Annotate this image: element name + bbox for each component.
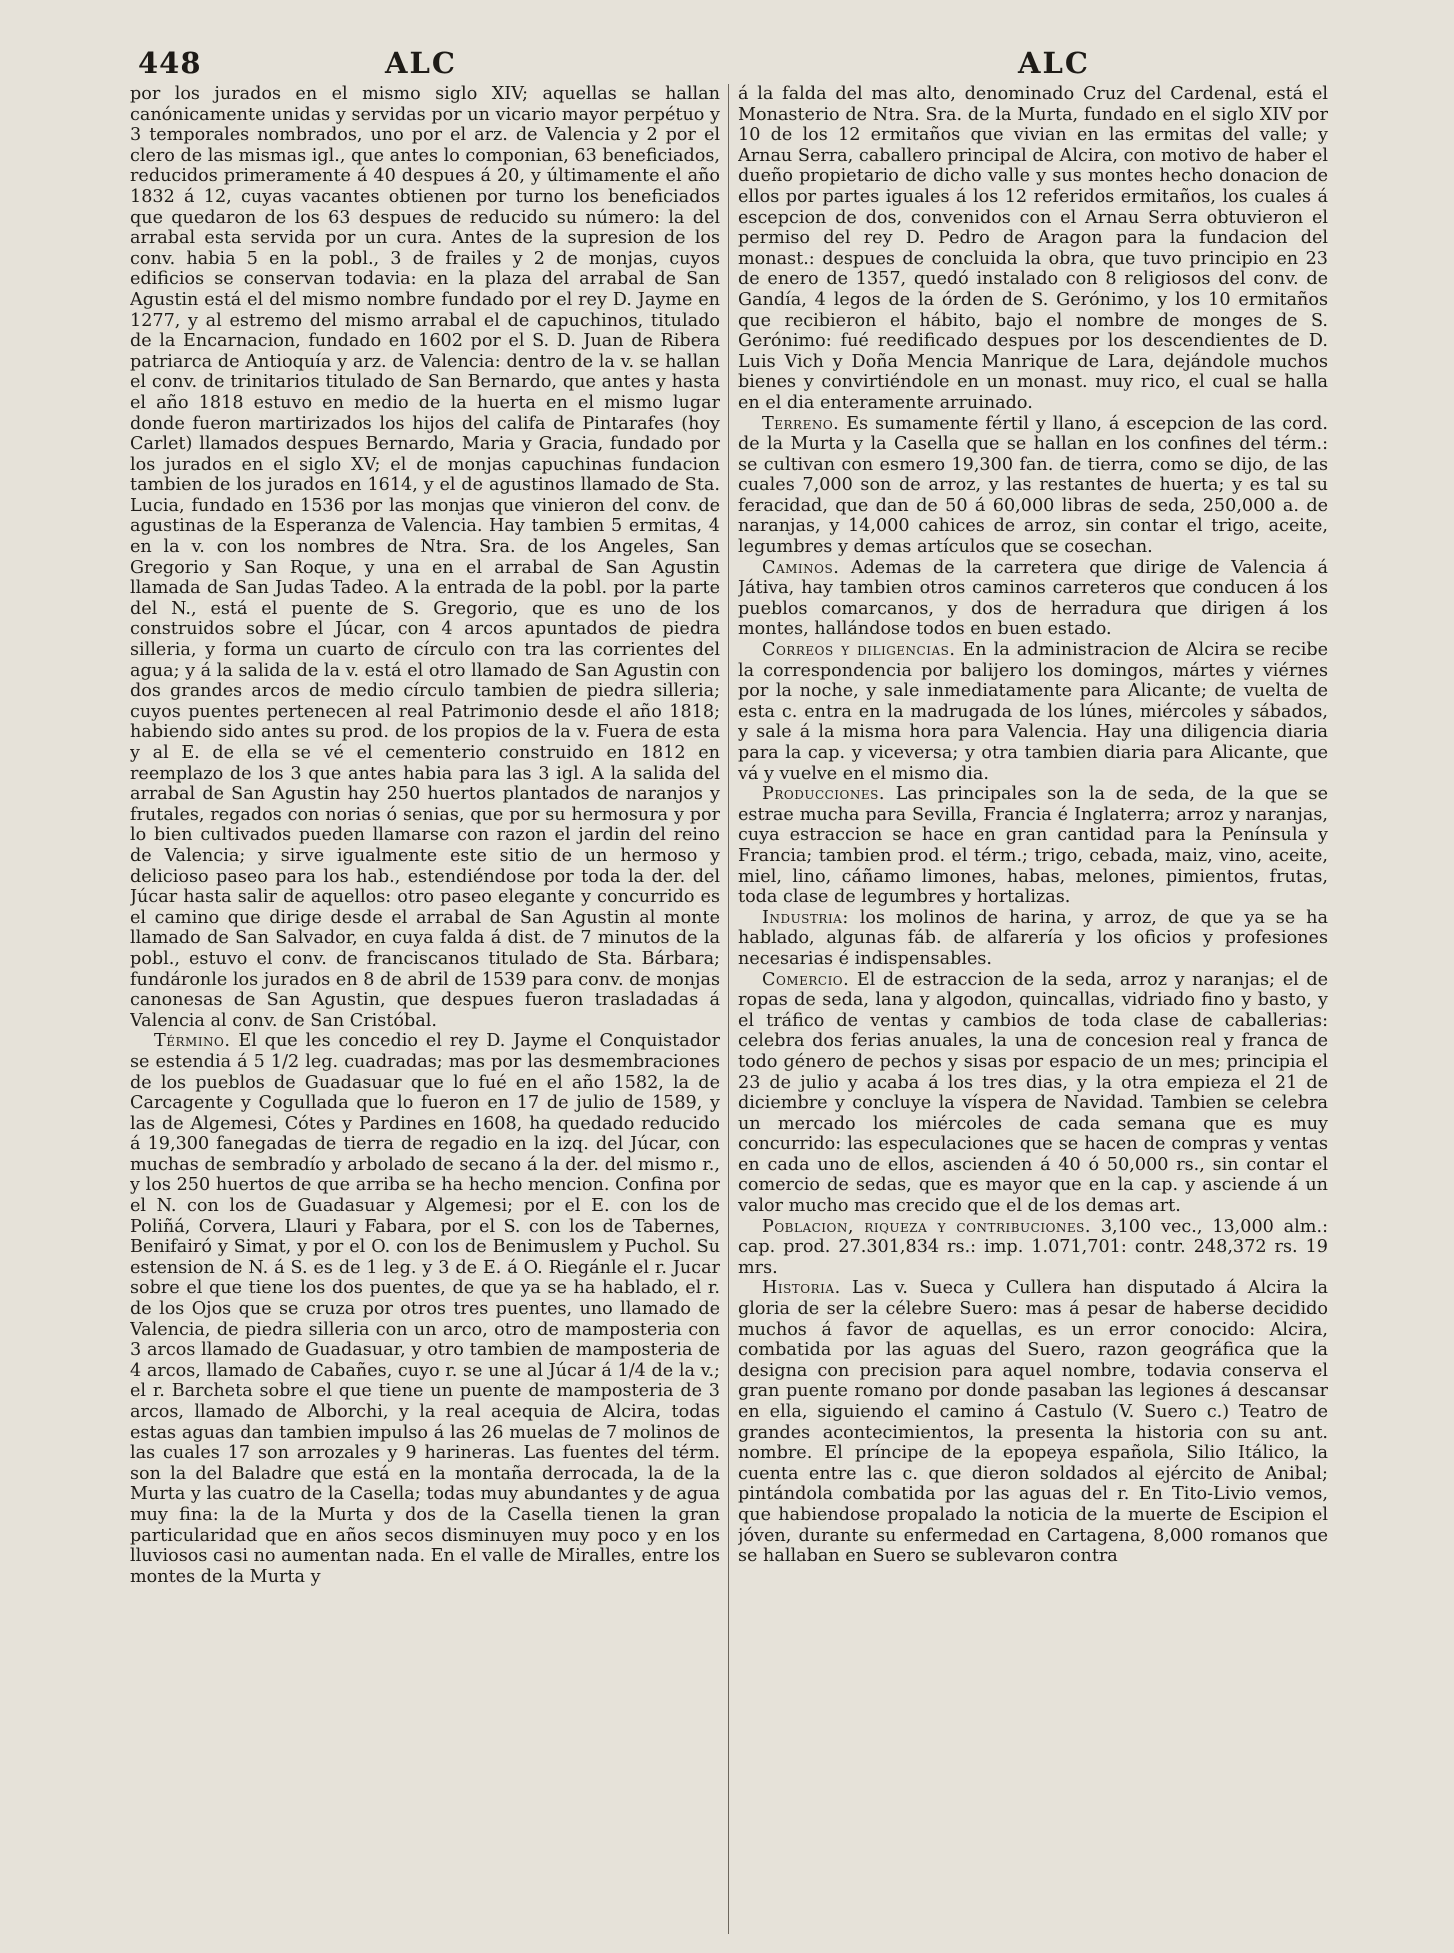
running-head-right: ALC bbox=[1018, 46, 1090, 80]
paragraph bbox=[738, 84, 1328, 414]
section-heading: Correos y diligencias. bbox=[762, 640, 956, 661]
section-heading: Comercio. bbox=[762, 969, 850, 990]
page-header bbox=[0, 40, 1454, 84]
page-number: 448 bbox=[138, 46, 202, 80]
paragraph-text: El de estraccion de la seda, arroz y naranjas; el de ropas de seda, lana y algodon, quincallas, vidriado fino y basto, y el tráfico de ventas y cambios de toda clase de caballerias: celebra dos ferias anuales, la una de concesion real y franca de todo género de pechos y sisas por espacio de un mes; principia el 23 de julio y acaba á los tres dias, y la otra empieza el 21 de diciembre y concluye la víspera de Navidad. Tambien se celebra un mercado los miércoles de cada semana que es muy concurrido: las especulaciones que se hacen de compras y ventas en cada uno de ellos, ascienden á 40 ó 50,000 rs., sin contar el comercio de sedas, que es mayor que en la cap. y asciende á un valor mucho mas crecido que el de los demas art. bbox=[738, 969, 1328, 1217]
paragraph bbox=[130, 1031, 720, 1587]
paragraph bbox=[738, 558, 1328, 640]
paragraph-text: Es sumamente fértil y llano, á escepcion de las cord. de la Murta y la Casella que se hallan en los confines del térm.: se cultivan con esmero 19,300 fan. de tierra, como se dijo, de las cuales 7,000 son de arroz, y las restantes de huerta; y es tal su feracidad, que dan de 50 á 60,000 libras de seda, 250,000 a. de naranjas, y 14,000 cahices de arroz, sin contar el trigo, aceite, legumbres y demas artículos que se cosechan. bbox=[738, 413, 1328, 558]
paragraph bbox=[738, 784, 1328, 908]
paragraph bbox=[738, 970, 1328, 1217]
section-heading: Industria: bbox=[762, 907, 849, 928]
paragraph-text: por los jurados en el mismo siglo XIV; aquellas se hallan canónicamente unidas y servidas por un vicario mayor perpétuo y 3 temporales nombrados, uno por el arz. de Valencia y 2 por el clero de las mismas igl., que antes lo componian, 63 beneficiados, reducidos primeramente á 40 despues á 20, y últimamente el año 1832 á 12, cuyas vacantes obtienen por turno los beneficiados que quedaron de los 63 despues de reducido su número: la del arrabal esta servida por un cura. Antes de la supresion de los conv. habia 5 en la pobl., 3 de frailes y 2 de monjas, cuyos edificios se conservan todavia: en la plaza del arrabal de San Agustin está el del mismo nombre fundado por el rey D. Jayme en 1277, y al estremo del mismo arrabal el de capuchinos, titulado de la Encarnacion, fundado en 1602 por el S. D. Juan de Ribera patriarca de Antioquía y arz. de Valencia: dentro de la v. se hallan el conv. de trinitarios titulado de San Bernardo, que antes y hasta el año 1818 estuvo en medio de la huerta en el mismo lugar donde fueron martirizados los hijos del califa de Pintarafes (hoy Carlet) llamados despues Bernardo, Maria y Gracia, fundado por los jurados en el siglo XV; el de monjas capuchinas fundacion tambien de los jurados en 1614, y el de agustinos llamado de Sta. Lucia, fundado en 1536 por las monjas que vinieron del conv. de agustinas de la Esperanza de Valencia. Hay tambien 5 ermitas, 4 en la v. con los nombres de Ntra. Sra. de los Angeles, San Gregorio y San Roque, y una en el arrabal de San Agustin llamada de San Judas Tadeo. A la entrada de la pobl. por la parte del N., está el puente de S. Gregorio, que es uno de los construidos sobre el Júcar, con 4 arcos apuntados de piedra silleria, y forma un cuarto de círculo con tra las corrientes del agua; y á la salida de la v. está el otro llamado de San Agustin con dos grandes arcos de medio círculo tambien de piedra silleria; cuyos puentes pertenecen al real Patrimonio desde el año 1818; habiendo sido antes su prod. de los propios de la v. Fuera de esta y al E. de ella se vé el cementerio construido en 1812 en reemplazo de los 3 que antes habia para las 3 igl. A la salida del arrabal de San Agustin hay 250 huertos plantados de naranjos y frutales, regados con norias ó senias, que por su hermosura y por lo bien cultivados pueden llamarse con razon el jardin del reino de Valencia; y sirve igualmente este sitio de un hermoso y delicioso paseo para los hab., estendiéndose por toda la der. del Júcar hasta salir de aquellos: otro paseo elegante y concurrido es el camino que dirige desde el arrabal de San Agustin al monte llamado de San Salvador, en cuya falda á dist. de 7 minutos de la pobl., estuvo el conv. de franciscanos titulado de Sta. Bárbara; fundáronle los jurados en 8 de abril de 1539 para conv. de monjas canonesas de San Agustin, que despues fueron trasladadas á Valencia al conv. de San Cristóbal. bbox=[130, 84, 720, 1031]
paragraph bbox=[130, 84, 720, 1031]
section-heading: Término. bbox=[154, 1031, 231, 1052]
running-head-left: ALC bbox=[385, 46, 457, 80]
paragraph bbox=[738, 1217, 1328, 1279]
paragraph bbox=[738, 908, 1328, 970]
paragraph-text: El que les concedio el rey D. Jayme el Conquistador se estendia á 5 1/2 leg. cuadradas; mas por las desmembraciones de los pueblos de Guadasuar que lo fué en el año 1582, la de Carcagente y Cogullada que lo fueron en 17 de julio de 1589, y las de Algemesi, Cótes y Pardines en 1608, ha quedado reducido á 19,300 fanegadas de tierra de regadio en la izq. del Júcar, con muchas de sembradío y arbolado de secano á la der. del mismo r., y los 250 huertos de que arriba se ha hecho mencion. Confina por el N. con los de Guadasuar y Algemesi; por el E. con los de Poliñá, Corvera, Llauri y Fabara, por el S. con los de Tabernes, Benifairó y Simat, y por el O. con los de Benimuslem y Puchol. Su estension de N. á S. es de 1 leg. y 3 de E. á O. Riegánle el r. Jucar sobre el que tiene los dos puentes, de que ya se ha hablado, el r. de los Ojos que se cruza por otros tres puentes, uno llamado de Valencia, de piedra silleria con un arco, otro de mamposteria con 3 arcos llamado de Guadasuar, y otro tambien de mamposteria de 4 arcos, llamado de Cabañes, cuyo r. se une al Júcar á 1/4 de la v.; el r. Barcheta sobre el que tiene un puente de mamposteria de 3 arcos, llamado de Alborchi, y la real acequia de Alcira, todas estas aguas dan tambien impulso á las 26 muelas de 7 molinos de las cuales 17 son arrozales y 9 harineras. Las fuentes del térm. son la del Baladre que está en la montaña derrocada, la de la Murta y las cuatro de la Casella; todas muy abundantes y de agua muy fina: la de la Murta y dos de la Casella tienen la gran particularidad que en años secos disminuyen muy poco y en los lluviosos casi no aumentan nada. En el valle de Miralles, entre los montes de la Murta y bbox=[130, 1031, 720, 1587]
paragraph-text: En la administracion de Alcira se recibe la correspondencia por balijero los domingos, mártes y viérnes por la noche, y sale inmediatamente para Alicante; de vuelta de esta c. entra en la madrugada de los lúnes, miércoles y sábados, y sale á la misma hora para Valencia. Hay una diligencia diaria para la cap. y viceversa; y otra tambien diaria para Alicante, que vá y vuelve en el mismo dia. bbox=[738, 640, 1328, 784]
paragraph-text: Las principales son la de seda, de la que se estrae mucha para Sevilla, Francia é Inglaterra; arroz y naranjas, cuya estraccion se hace en gran cantidad para la Península y Francia; tambien prod. el térm.; trigo, cebada, maiz, vino, aceite, miel, lino, cáñamo limones, habas, melones, pimientos, frutas, toda clase de legumbres y hortalizas. bbox=[738, 784, 1328, 908]
paragraph bbox=[738, 1278, 1328, 1566]
section-heading: Poblacion, riqueza y contribuciones. bbox=[762, 1216, 1091, 1237]
left-column bbox=[130, 84, 720, 1939]
section-heading: Historia. bbox=[762, 1278, 841, 1299]
paragraph-text: 3,100 vec., 13,000 alm.: cap. prod. 27.301,834 rs.: imp. 1.071,701: contr. 248,372 rs. 19 mrs. bbox=[738, 1216, 1328, 1278]
right-column bbox=[738, 84, 1328, 1939]
paragraph-text: á la falda del mas alto, denominado Cruz del Cardenal, está el Monasterio de Ntra. Sra. de la Murta, fundado en el siglo XIV por 10 de los 12 ermitaños que vivian en las ermitas del valle; y Arnau Serra, caballero principal de Alcira, con motivo de haber el dueño propietario de dicho valle y sus montes hecho donacion de ellos por partes iguales á los 12 referidos ermitaños, los cuales á escepcion de dos, convenidos con el Arnau Serra obtuvieron el permiso del rey D. Pedro de Aragon para la fundacion del monast.: despues de concluida la obra, que tuvo principio en 23 de enero de 1357, quedó instalado con 8 religiosos del conv. de Gandía, 4 legos de la órden de S. Gerónimo, y los 10 ermitaños que recibieron el hábito, bajo el nombre de monges de S. Gerónimo: fué reedificado despues por los descendientes de D. Luis Vich y Doña Mencia Manrique de Lara, dejándole muchos bienes y convirtiéndole en un monast. muy rico, el cual se halla en el dia enteramente arruinado. bbox=[738, 84, 1328, 413]
paragraph bbox=[738, 414, 1328, 558]
section-heading: Caminos. bbox=[762, 557, 840, 578]
section-heading: Producciones. bbox=[762, 784, 885, 805]
paragraph-text: los molinos de harina, y arroz, de que ya se ha hablado, algunas fáb. de alfarería y los oficios y profesiones necesarias é indispensables. bbox=[738, 907, 1328, 969]
column-divider bbox=[728, 84, 729, 1934]
paragraph-text: Las v. Sueca y Cullera han disputado á Alcira la gloria de ser la célebre Suero: mas á pesar de haberse decidido muchos á favor de aquellas, es un error conocido: Alcira, combatida por las aguas del Suero, razon geográfica que la designa con precision para aquel nombre, todavia conserva el gran puente romano por donde pasaban las legiones á descansar en ella, siguiendo el camino á Castulo (V. Suero c.) Teatro de grandes acontecimientos, la presenta la historia con su ant. nombre. El príncipe de la epopeya española, Silio Itálico, la cuenta entre las c. que dieron soldados al ejército de Anibal; pintándola combatida por las aguas del r. En Tito-Livio vemos, que habiendose propalado la noticia de la muerte de Escipion el jóven, durante su enfermedad en Cartagena, 8,000 romanos que se hallaban en Suero se sublevaron contra bbox=[738, 1278, 1328, 1567]
section-heading: Terreno. bbox=[762, 413, 840, 434]
paragraph bbox=[738, 640, 1328, 784]
paragraph-text: Ademas de la carretera que dirige de Valencia á Játiva, hay tambien otros caminos carreteros que conducen á los pueblos comarcanos, y dos de herradura que dirigen á los montes, hallándose todos en buen estado. bbox=[738, 557, 1328, 640]
